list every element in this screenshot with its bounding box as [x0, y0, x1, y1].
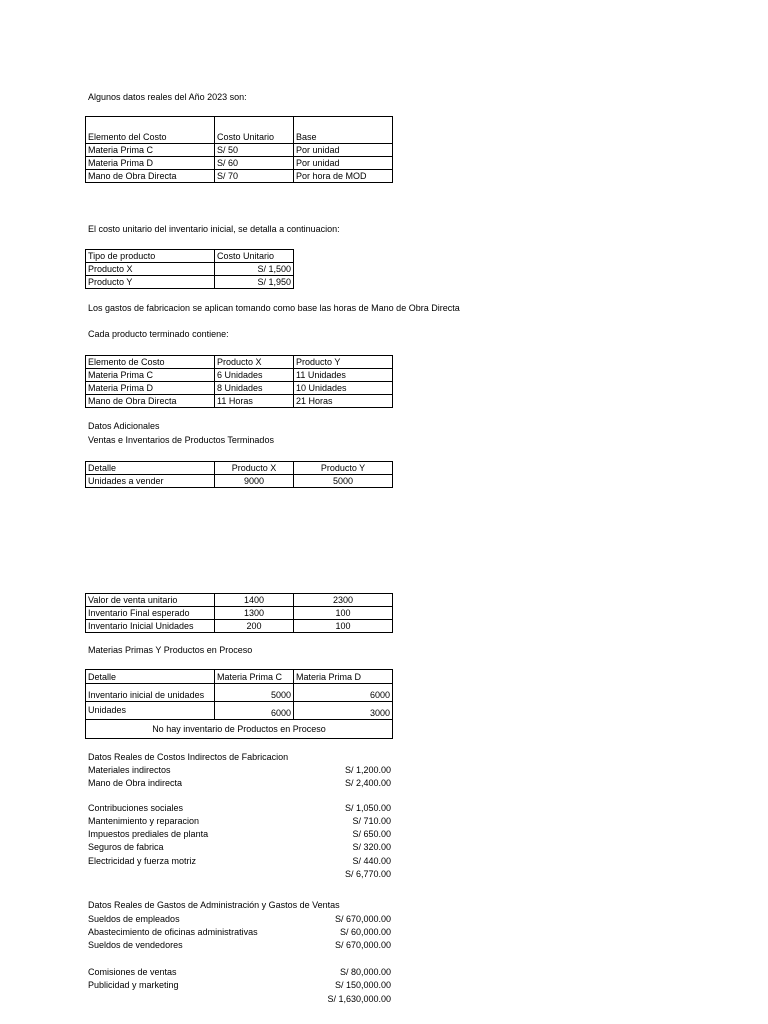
ventas-title: Ventas e Inventarios de Productos Terminados	[88, 435, 274, 445]
gav-item-amount: S/ 150,000.00	[334, 980, 391, 990]
cif-item-amount: S/ 320.00	[352, 842, 391, 852]
table-row	[86, 263, 294, 276]
gav-item-label: Comisiones de ventas	[88, 967, 177, 977]
table-row	[86, 607, 393, 620]
table-cell: Inventario Final esperado	[86, 607, 215, 620]
table-cell: 21 Horas	[294, 395, 393, 408]
cif-item-label: Electricidad y fuerza motriz	[88, 856, 197, 866]
table-row	[86, 475, 393, 488]
table-cell: S/ 60	[215, 157, 294, 170]
header-cell: Elemento del Costo	[86, 117, 215, 144]
table-row	[86, 702, 393, 720]
raw-materials-table	[85, 669, 393, 739]
table-row	[86, 395, 393, 408]
table-cell: Valor de venta unitario	[86, 594, 215, 607]
gav-title: Datos Reales de Gastos de Administración y Gastos de Ventas	[88, 900, 340, 910]
no-wip-note: No hay inventario de Productos en Proceso	[86, 720, 393, 739]
gav-item-label: Sueldos de vendedores	[88, 940, 183, 950]
table-cell: 100	[294, 620, 393, 633]
table-cell: 200	[215, 620, 294, 633]
table-row	[86, 382, 393, 395]
cost-table	[85, 116, 393, 183]
table-row	[86, 170, 393, 183]
adicionales-title: Datos Adicionales	[88, 421, 160, 431]
cif-item-amount: S/ 440.00	[352, 856, 391, 866]
header-cell: Producto Y	[294, 462, 393, 475]
sales-table	[85, 461, 393, 488]
table-row	[86, 144, 393, 157]
inventory-cost-table	[85, 249, 294, 289]
cif-item-amount: S/ 1,050.00	[344, 803, 391, 813]
table-cell: 2300	[294, 594, 393, 607]
table-cell: 6000	[294, 684, 393, 702]
header-cell: Producto X	[215, 356, 294, 369]
header-cell: Materia Prima D	[294, 670, 393, 684]
table-cell: Materia Prima D	[86, 382, 215, 395]
header-cell: Tipo de producto	[86, 250, 215, 263]
header-cell: Producto X	[215, 462, 294, 475]
table-cell: S/ 50	[215, 144, 294, 157]
table-cell: Materia Prima D	[86, 157, 215, 170]
table-cell: Unidades a vender	[86, 475, 215, 488]
cif-item-label: Contribuciones sociales	[88, 803, 184, 813]
header-cell: Base	[294, 117, 393, 144]
table-cell: 100	[294, 607, 393, 620]
table-cell: S/ 1,500	[215, 263, 294, 276]
table-cell: Producto X	[86, 263, 215, 276]
table-cell: Materia Prima C	[86, 369, 215, 382]
table-row	[86, 594, 393, 607]
header-cell: Materia Prima C	[215, 670, 294, 684]
cif-item-amount: S/ 650.00	[352, 829, 391, 839]
cif-item-label: Seguros de fabrica	[88, 842, 164, 852]
materias-primas-title: Materias Primas Y Productos en Proceso	[88, 645, 253, 655]
gav-item-amount: S/ 60,000.00	[339, 927, 391, 937]
table-cell: Inventario inicial de unidades	[86, 684, 215, 702]
gav-item-label: Publicidad y marketing	[88, 980, 179, 990]
table-cell: 6 Unidades	[215, 369, 294, 382]
product-composition-table	[85, 355, 393, 408]
gav-total: S/ 1,630,000.00	[327, 994, 391, 1004]
table-cell: Por unidad	[294, 144, 393, 157]
table-cell: Materia Prima C	[86, 144, 215, 157]
cif-title: Datos Reales de Costos Indirectos de Fabricacion	[88, 752, 289, 762]
intro-text: Algunos datos reales del Año 2023 son:	[88, 92, 247, 102]
gav-item-label: Sueldos de empleados	[88, 914, 180, 924]
gastos-note: Los gastos de fabricacion se aplican tomando como base las horas de Mano de Obra Directa	[88, 303, 460, 313]
inventory-intro-text: El costo unitario del inventario inicial, se detalla a continuacion:	[88, 224, 340, 234]
table-cell: 1300	[215, 607, 294, 620]
table-cell: 11 Unidades	[294, 369, 393, 382]
gav-item-amount: S/ 80,000.00	[339, 967, 391, 977]
table-cell: 10 Unidades	[294, 382, 393, 395]
cif-item-label: Mano de Obra indirecta	[88, 778, 183, 788]
gav-item-label: Abastecimiento de oficinas administrativas	[88, 927, 258, 937]
gav-item-amount: S/ 670,000.00	[334, 914, 391, 924]
table-cell: 6000	[215, 702, 294, 720]
table-cell: Unidades	[86, 702, 215, 720]
cif-item-label: Mantenimiento y reparacion	[88, 816, 200, 826]
cif-item-amount: S/ 1,200.00	[344, 765, 391, 775]
table-cell: Producto Y	[86, 276, 215, 289]
table-row	[86, 684, 393, 702]
sales-value-table	[85, 593, 393, 633]
cif-item-label: Materiales indirectos	[88, 765, 171, 775]
table-cell: S/ 70	[215, 170, 294, 183]
contiene-note: Cada producto terminado contiene:	[88, 329, 229, 339]
table-cell: 3000	[294, 702, 393, 720]
table-cell: 11 Horas	[215, 395, 294, 408]
cif-item-amount: S/ 2,400.00	[344, 778, 391, 788]
table-row	[86, 276, 294, 289]
header-cell: Costo Unitario	[215, 250, 294, 263]
header-cell: Producto Y	[294, 356, 393, 369]
table-row	[86, 369, 393, 382]
header-cell: Detalle	[86, 670, 215, 684]
table-row	[86, 620, 393, 633]
gav-item-amount: S/ 670,000.00	[334, 940, 391, 950]
table-cell: Mano de Obra Directa	[86, 395, 215, 408]
header-cell: Costo Unitario	[215, 117, 294, 144]
table-cell: Mano de Obra Directa	[86, 170, 215, 183]
header-cell: Detalle	[86, 462, 215, 475]
table-row	[86, 157, 393, 170]
table-cell: Por hora de MOD	[294, 170, 393, 183]
header-cell: Elemento de Costo	[86, 356, 215, 369]
table-cell: 1400	[215, 594, 294, 607]
table-cell: 5000	[215, 684, 294, 702]
cif-item-label: Impuestos prediales de planta	[88, 829, 209, 839]
cif-total: S/ 6,770.00	[344, 869, 391, 879]
cif-item-amount: S/ 710.00	[352, 816, 391, 826]
table-cell: 5000	[294, 475, 393, 488]
table-cell: Por unidad	[294, 157, 393, 170]
table-cell: S/ 1,950	[215, 276, 294, 289]
table-cell: 9000	[215, 475, 294, 488]
table-cell: 8 Unidades	[215, 382, 294, 395]
table-cell: Inventario Inicial Unidades	[86, 620, 215, 633]
table-row	[86, 720, 393, 739]
